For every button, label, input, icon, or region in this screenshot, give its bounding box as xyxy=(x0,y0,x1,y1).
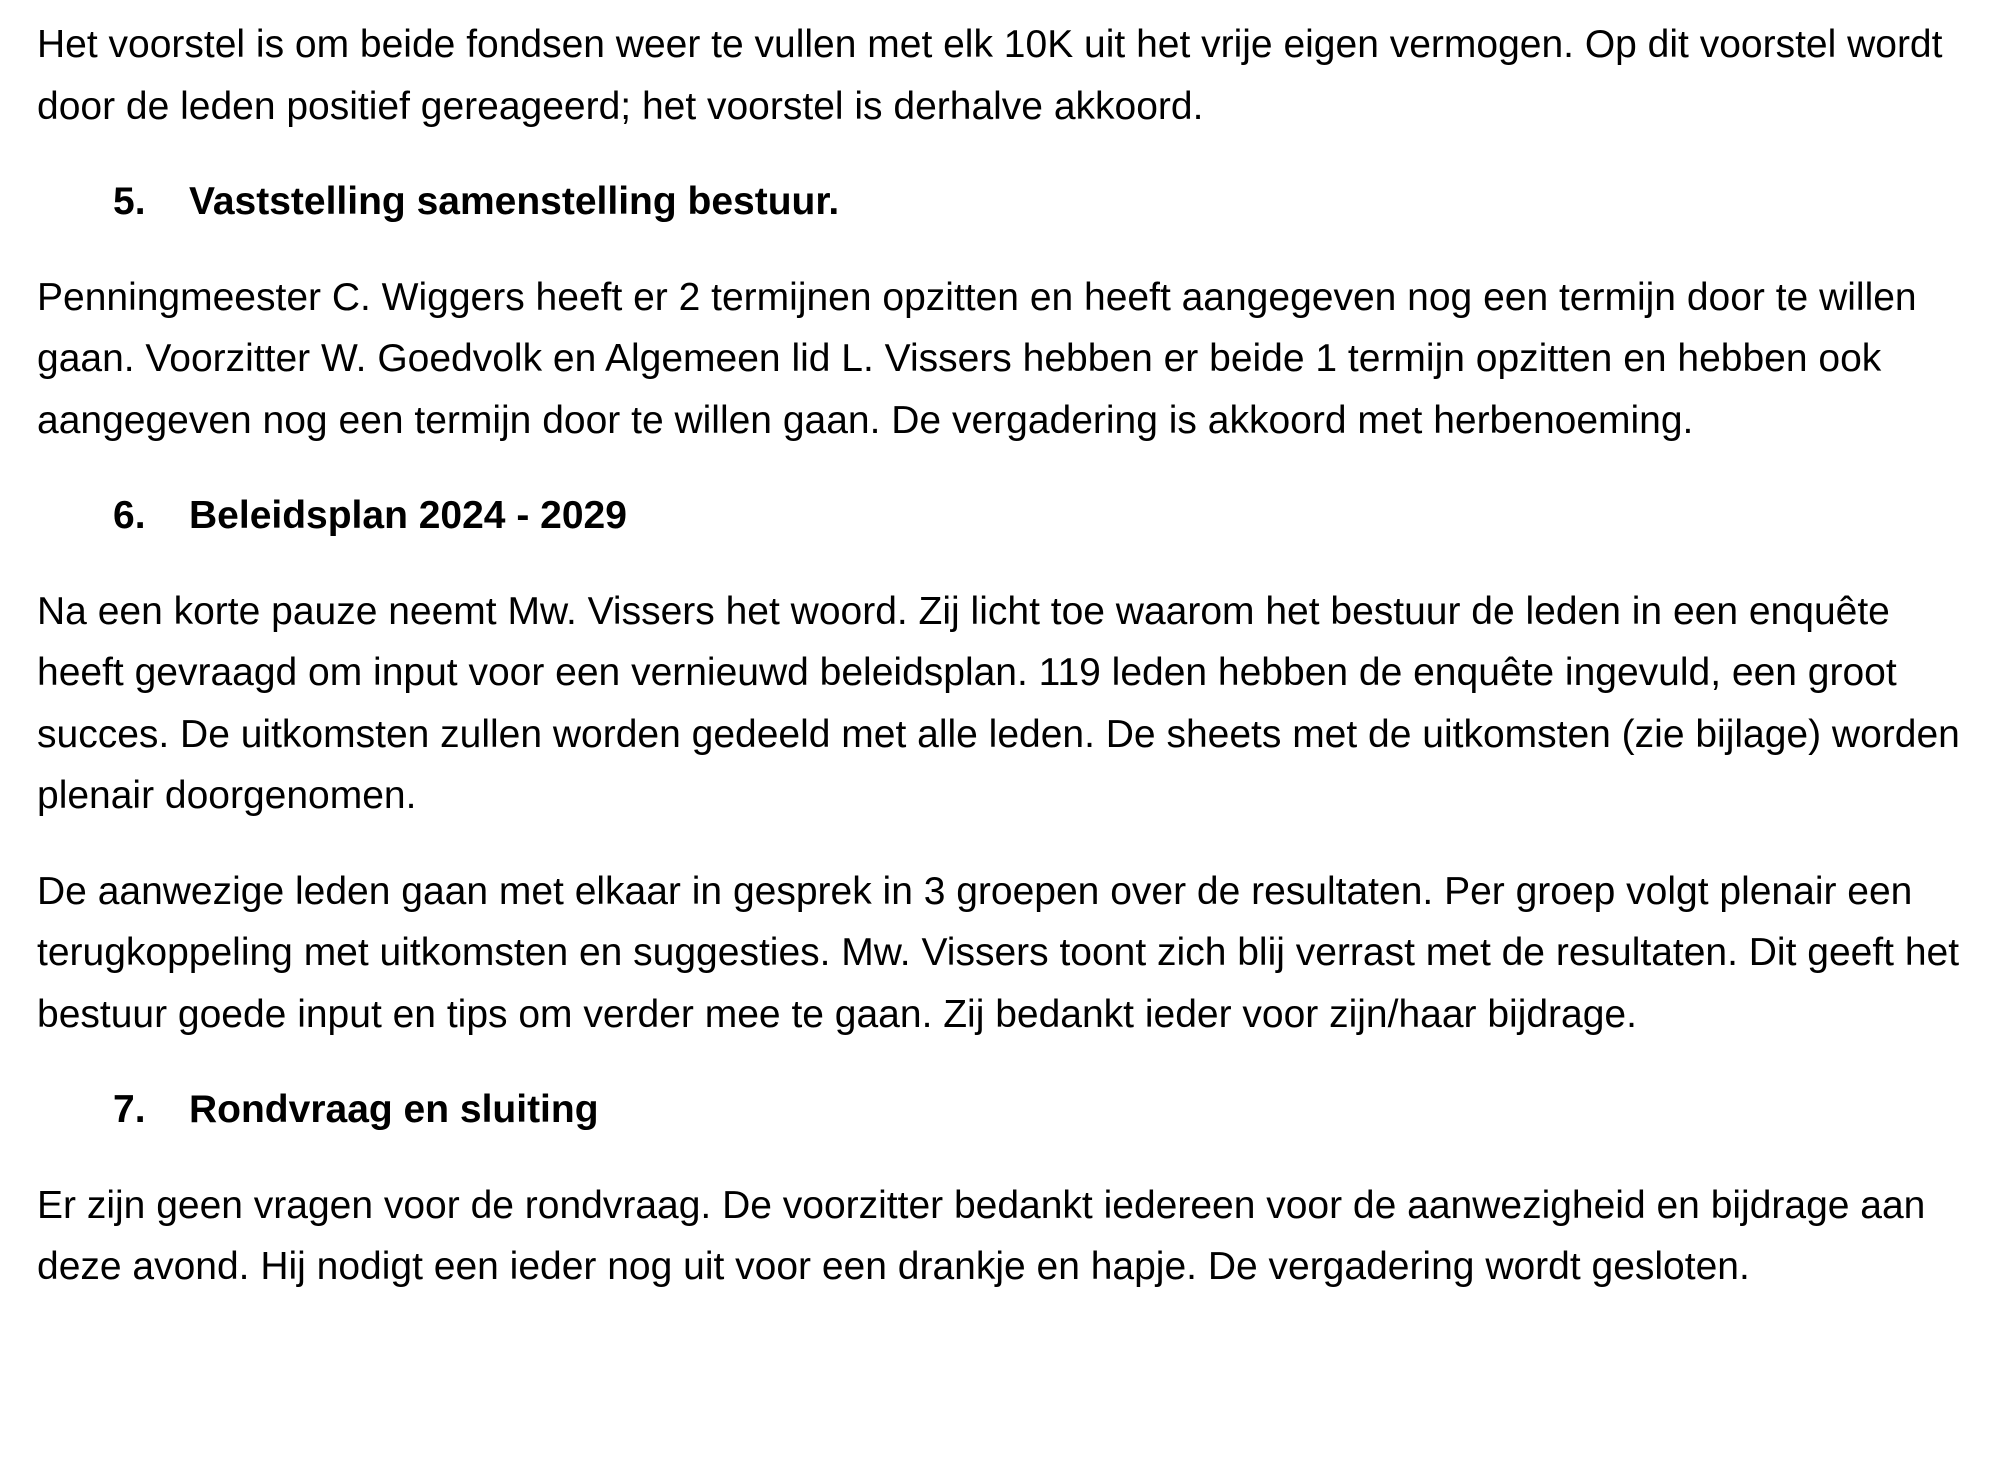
section-5-paragraph-1: Penningmeester C. Wiggers heeft er 2 termijnen opzitten en heeft aangegeven nog een termijn door te willen gaan. Voorzitter W. Goedvolk en Algemeen lid L. Vissers hebben er beide 1 termijn opzitten en hebben ook aangegeven nog een termijn door te willen gaan. De vergadering is akkoord met herbenoeming. xyxy=(37,275,1917,442)
section-6-paragraph-2: De aanwezige leden gaan met elkaar in gesprek in 3 groepen over de resultaten. Per groep volgt plenair een terugkoppeling met uitkomsten en suggesties. Mw. Vissers toont zich blij verrast met de resultaten. Dit geeft het bestuur goede input en tips om verder mee te gaan. Zij bedankt ieder voor zijn/haar bijdrage. xyxy=(37,869,1960,1036)
document-page xyxy=(37,14,1967,1332)
section-5-title: Vaststelling samenstelling bestuur. xyxy=(189,180,840,223)
section-7-number: 7. xyxy=(113,1088,146,1131)
section-6-title: Beleidsplan 2024 - 2029 xyxy=(189,494,627,537)
intro-paragraph: Het voorstel is om beide fondsen weer te vullen met elk 10K uit het vrije eigen vermogen. Op dit voorstel wordt door de leden positief gereageerd; het voorstel is derhalve akkoord. xyxy=(37,23,1943,128)
section-7-heading xyxy=(37,1079,1967,1141)
section-6-heading xyxy=(37,485,1967,547)
section-6-paragraph-1: Na een korte pauze neemt Mw. Vissers het woord. Zij licht toe waarom het bestuur de leden in een enquête heeft gevraagd om input voor een vernieuwd beleidsplan. 119 leden hebben de enquête ingevuld, een groot succes. De uitkomsten zullen worden gedeeld met alle leden. De sheets met de uitkomsten (zie bijlage) worden plenair doorgenomen. xyxy=(37,589,1960,817)
section-5-heading xyxy=(37,171,1967,233)
section-7-paragraph-1: Er zijn geen vragen voor de rondvraag. De voorzitter bedankt iedereen voor de aanwezigheid en bijdrage aan deze avond. Hij nodigt een ieder nog uit voor een drankje en hapje. De vergadering wordt gesloten. xyxy=(37,1183,1926,1288)
section-5-number: 5. xyxy=(113,180,146,223)
section-6-number: 6. xyxy=(113,494,146,537)
section-7-title: Rondvraag en sluiting xyxy=(189,1088,599,1131)
